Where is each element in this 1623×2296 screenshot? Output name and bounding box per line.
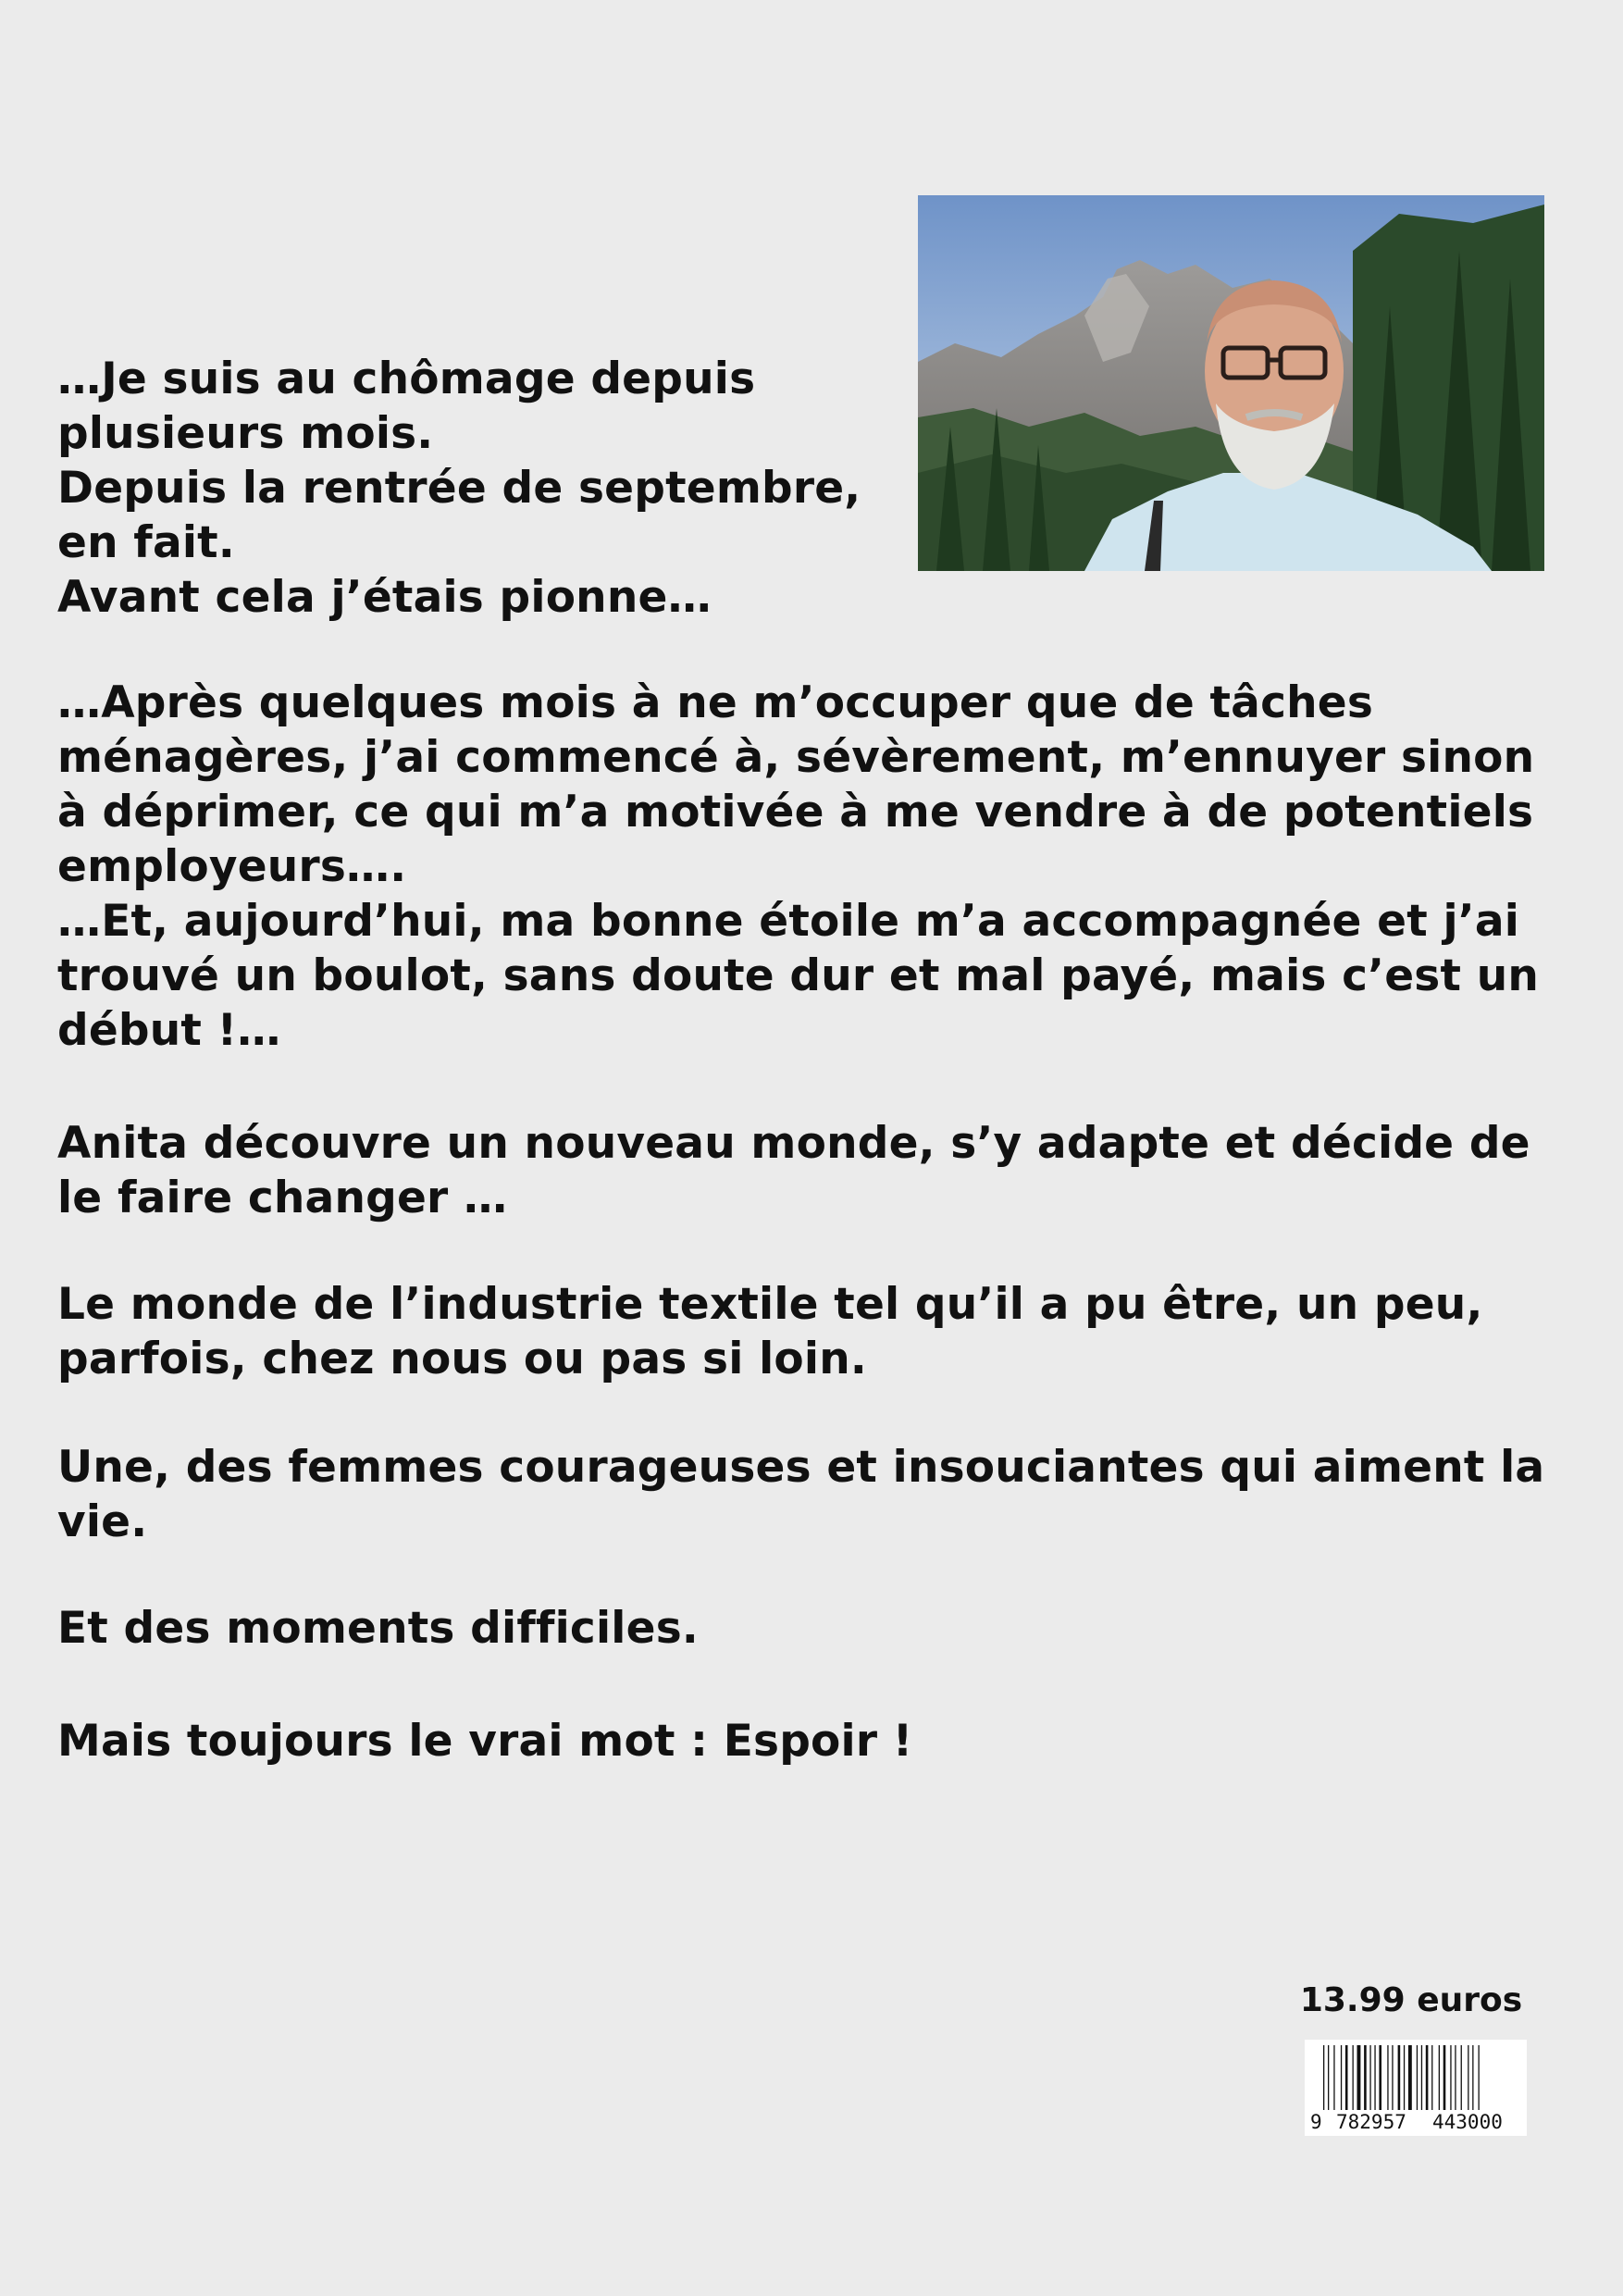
text-line: Mais toujours le vrai mot : Espoir ! [57, 1716, 913, 1767]
text-line: …Après quelques mois à ne m’occuper que de tâches [57, 677, 1374, 728]
text-line: trouvé un boulot, sans doute dur et mal payé, mais c’est un [57, 950, 1540, 1001]
barcode-bar [1421, 2045, 1422, 2110]
barcode-bar [1387, 2045, 1388, 2110]
barcode-bar [1369, 2045, 1370, 2110]
text-line: Une, des femmes courageuses et insouciantes qui aiment la [57, 1442, 1545, 1493]
barcode-bar [1328, 2045, 1329, 2110]
author-photo [918, 195, 1544, 571]
text-line: Anita découvre un nouveau monde, s’y adapte et décide de [57, 1118, 1530, 1169]
price-label: 13.99 euros [1299, 1981, 1523, 2019]
text-line: début !… [57, 1005, 281, 1056]
barcode-bar [1461, 2045, 1462, 2110]
author-photo-image [918, 195, 1544, 571]
text-line: …Je suis au chômage depuis [57, 354, 756, 404]
paragraph-5 [57, 1440, 1575, 1549]
barcode-bar [1450, 2045, 1451, 2110]
text-line: …Et, aujourd’hui, ma bonne étoile m’a accompagnée et j’ai [57, 896, 1520, 947]
barcode-group-2: 443000 [1432, 2111, 1503, 2133]
barcode-bar [1479, 2045, 1480, 2110]
barcode-bars [1323, 2045, 1512, 2110]
barcode-bar [1392, 2045, 1393, 2110]
barcode-bar [1417, 2045, 1418, 2110]
isbn-barcode [1305, 2040, 1527, 2136]
barcode-bar [1323, 2045, 1324, 2110]
barcode-bar [1431, 2045, 1432, 2110]
text-line: à déprimer, ce qui m’a motivée à me vendre à de potentiels [57, 787, 1534, 838]
intro-paragraph [57, 352, 890, 625]
text-line: plusieurs mois. [57, 408, 434, 459]
text-line: en fait. [57, 517, 235, 568]
barcode-bar [1379, 2045, 1381, 2110]
barcode-number [1305, 2110, 1527, 2134]
paragraph-6 [57, 1601, 1575, 1656]
paragraph-3 [57, 1116, 1575, 1225]
paragraph-7 [57, 1714, 1575, 1769]
barcode-bar [1353, 2045, 1354, 2110]
text-line: parfois, chez nous ou pas si loin. [57, 1334, 867, 1384]
barcode-bar [1472, 2045, 1473, 2110]
barcode-group-1: 782957 [1336, 2111, 1406, 2133]
barcode-bar [1364, 2045, 1367, 2110]
text-line: Avant cela j’étais pionne… [57, 572, 712, 623]
barcode-bar [1357, 2045, 1361, 2110]
paragraph-4 [57, 1277, 1575, 1386]
text-line: Depuis la rentrée de septembre, [57, 463, 861, 514]
barcode-bar [1443, 2045, 1446, 2110]
barcode-bar [1426, 2045, 1429, 2110]
barcode-bar [1341, 2045, 1342, 2110]
barcode-lead-digit: 9 [1310, 2111, 1322, 2133]
barcode-bar [1439, 2045, 1440, 2110]
barcode-bar [1398, 2045, 1401, 2110]
text-line: le faire changer … [57, 1173, 508, 1223]
text-line: employeurs…. [57, 841, 407, 892]
text-line: Le monde de l’industrie textile tel qu’il a pu être, un peu, [57, 1279, 1483, 1330]
barcode-bar [1455, 2045, 1456, 2110]
text-line: Et des moments difficiles. [57, 1603, 699, 1654]
text-line: vie. [57, 1496, 148, 1547]
barcode-bar [1345, 2045, 1348, 2110]
barcode-bar [1404, 2045, 1405, 2110]
barcode-bar [1408, 2045, 1412, 2110]
barcode-bar [1374, 2045, 1375, 2110]
barcode-bar [1333, 2045, 1334, 2110]
paragraph-2 [57, 676, 1575, 1058]
text-line: ménagères, j’ai commencé à, sévèrement, m’ennuyer sinon [57, 732, 1535, 783]
